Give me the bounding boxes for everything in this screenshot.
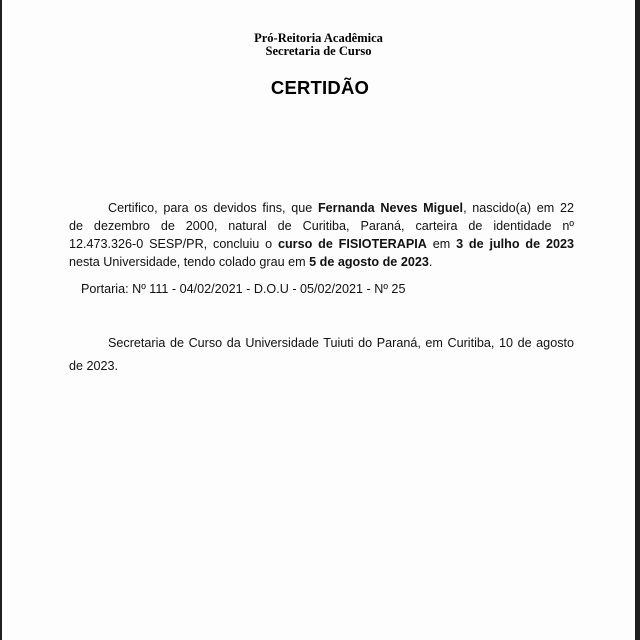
certificate-line-1	[108, 201, 574, 216]
certificate-line-3	[69, 237, 574, 252]
certificate-text: .	[428, 255, 433, 269]
certificate-text: Certifico, para os devidos fins, que	[108, 201, 318, 215]
closing-line-2: de 2023.	[69, 359, 119, 373]
certificate-line-4	[69, 255, 432, 270]
certificate-text: 12.473.326-0 SESP/PR, concluiu o	[69, 237, 278, 251]
certificate-text: em	[426, 237, 457, 251]
header-secretariat: Secretaria de Curso	[265, 44, 372, 58]
certificate-text: nesta Universidade, tendo colado grau em	[69, 255, 310, 269]
student-name: Fernanda Neves Miguel	[317, 201, 464, 215]
header-institution-dept: Pró-Reitoria Acadêmica	[254, 31, 383, 45]
course-name: curso de FISIOTERAPIA	[277, 237, 427, 251]
completion-date: 3 de julho de 2023	[456, 237, 574, 251]
document-title: CERTIDÃO	[270, 77, 370, 98]
certificate-text: , nascido(a) em 22	[463, 201, 574, 215]
closing-line-1: Secretaria de Curso da Universidade Tuiuti do Paraná, em Curitiba, 10 de agosto	[108, 336, 574, 350]
document-page	[2, 0, 635, 640]
certificate-line-2: de dezembro de 2000, natural de Curitiba, Paraná, carteira de identidade nº	[69, 219, 574, 233]
graduation-date: 5 de agosto de 2023	[309, 255, 429, 269]
portaria-reference: Portaria: Nº 111 - 04/02/2021 - D.O.U - 05/02/2021 - Nº 25	[81, 282, 406, 296]
